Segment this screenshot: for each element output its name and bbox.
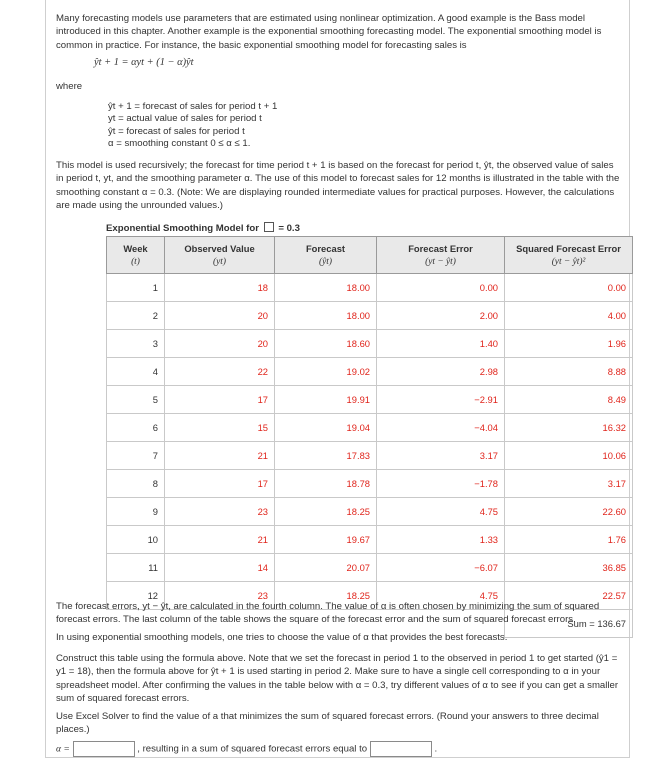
error-cell: 4.75 (377, 582, 505, 610)
header-error: Forecast Error (yt − ŷt) (377, 237, 505, 274)
week-cell: 7 (107, 442, 165, 470)
where-label: where (56, 81, 83, 92)
table-row (107, 358, 633, 386)
solver-instructions: Use Excel Solver to find the value of a that minimizes the sum of squared forecast errors. (Round your answers to three decimal places.) (56, 711, 599, 736)
answer-row (56, 741, 620, 757)
week-cell: 4 (107, 358, 165, 386)
observed-cell: 23 (165, 582, 275, 610)
forecast-cell: 19.04 (275, 414, 377, 442)
observed-cell: 21 (165, 442, 275, 470)
forecast-cell: 18.60 (275, 330, 377, 358)
error-cell: 4.75 (377, 498, 505, 526)
header-squared-error: Squared Forecast Error (yt − ŷt)² (505, 237, 633, 274)
table-row (107, 442, 633, 470)
sse-input[interactable] (370, 741, 432, 757)
construction-instructions: Construct this table using the formula above. Note that we set the forecast in period 1 to the observed in period 1 to get started (ŷ1 = y1 = 18), then the formula above for ŷt + 1 is used starting in period 2. Make sure to have a single cell corresponding to α in your spreadsheet model. After confirming the values in the table below with α = 0.3, try different values of α to see if you can get a smaller sum of squared forecast errors. (56, 653, 619, 705)
week-cell: 3 (107, 330, 165, 358)
forecast-cell: 19.91 (275, 386, 377, 414)
observed-cell: 21 (165, 526, 275, 554)
forecast-cell: 18.78 (275, 470, 377, 498)
error-cell: 1.33 (377, 526, 505, 554)
table-title-prefix: Exponential Smoothing Model for (106, 223, 259, 234)
week-cell: 12 (107, 582, 165, 610)
error-cell: 2.00 (377, 302, 505, 330)
error-cell: 3.17 (377, 442, 505, 470)
forecast-cell: 17.83 (275, 442, 377, 470)
table-row (107, 274, 633, 302)
squared-error-cell: 8.49 (505, 386, 633, 414)
sum-cell: Sum = 136.67 (505, 610, 633, 638)
error-cell: 1.40 (377, 330, 505, 358)
squared-error-cell: 3.17 (505, 470, 633, 498)
answer-end: . (434, 743, 438, 755)
definition-item: yt = actual value of sales for period t (108, 113, 262, 125)
table-row (107, 470, 633, 498)
observed-cell: 17 (165, 470, 275, 498)
forecast-cell: 19.67 (275, 526, 377, 554)
forecast-cell: 18.25 (275, 582, 377, 610)
week-cell: 1 (107, 274, 165, 302)
squared-error-cell: 4.00 (505, 302, 633, 330)
table-header-row (107, 237, 633, 274)
squared-error-cell: 16.32 (505, 414, 633, 442)
forecast-cell: 19.02 (275, 358, 377, 386)
squared-error-cell: 22.57 (505, 582, 633, 610)
header-observed: Observed Value (yt) (165, 237, 275, 274)
error-cell: 2.98 (377, 358, 505, 386)
squared-error-cell: 8.88 (505, 358, 633, 386)
table-row (107, 414, 633, 442)
week-cell: 10 (107, 526, 165, 554)
table-row (107, 302, 633, 330)
alpha-label: α = (56, 743, 70, 755)
best-forecast-note: In using exponential smoothing models, one tries to choose the value of α that provides the best forecasts. (56, 632, 508, 643)
week-cell: 8 (107, 470, 165, 498)
recursive-explanation: This model is used recursively; the forecast for time period t + 1 is based on the forecast for period t, ŷt, the observed value of sales in period t, yt, and the smoothing parameter α. The use of this model to forecast sales for 12 months is illustrated in the table with the smoothing constant α = 0.3. (Note: We are displaying rounded intermediate values for practical purposes. However, the calculations are made using the unrounded values.) (56, 160, 620, 212)
squared-error-cell: 1.96 (505, 330, 633, 358)
alpha-input[interactable] (73, 741, 135, 757)
definition-item: ŷt + 1 = forecast of sales for period t + 1 (108, 101, 278, 112)
error-cell: −4.04 (377, 414, 505, 442)
answer-middle-text: , resulting in a sum of squared forecast errors equal to (137, 743, 368, 755)
forecast-cell: 18.25 (275, 498, 377, 526)
definition-item: α = smoothing constant 0 ≤ α ≤ 1. (108, 138, 251, 150)
squared-error-cell: 22.60 (505, 498, 633, 526)
observed-cell: 17 (165, 386, 275, 414)
week-cell: 5 (107, 386, 165, 414)
observed-cell: 20 (165, 302, 275, 330)
smoothing-table (106, 236, 633, 638)
observed-cell: 22 (165, 358, 275, 386)
observed-cell: 14 (165, 554, 275, 582)
squared-error-cell: 10.06 (505, 442, 633, 470)
observed-cell: 20 (165, 330, 275, 358)
forecast-cell: 18.00 (275, 274, 377, 302)
error-cell: −6.07 (377, 554, 505, 582)
definitions-list (108, 101, 277, 151)
header-forecast: Forecast (ŷt) (275, 237, 377, 274)
alpha-placeholder-box (264, 222, 274, 232)
smoothing-equation: ŷt + 1 = αyt + (1 − α)ŷt (94, 57, 194, 68)
week-cell: 2 (107, 302, 165, 330)
table-row (107, 526, 633, 554)
table-row (107, 554, 633, 582)
error-cell: −1.78 (377, 470, 505, 498)
observed-cell: 18 (165, 274, 275, 302)
table-row (107, 330, 633, 358)
definition-item: ŷt = forecast of sales for period t (108, 125, 245, 137)
error-cell: 0.00 (377, 274, 505, 302)
week-cell: 9 (107, 498, 165, 526)
observed-cell: 23 (165, 498, 275, 526)
errors-explanation: The forecast errors, yt − ŷt, are calculated in the fourth column. The value of α is often chosen by minimizing the sum of squared forecast errors. The last column of the table shows the square of the forecast error and the sum of squared forecast errors. (56, 601, 600, 626)
table-row (107, 386, 633, 414)
week-cell: 11 (107, 554, 165, 582)
squared-error-cell: 36.85 (505, 554, 633, 582)
week-cell: 6 (107, 414, 165, 442)
observed-cell: 15 (165, 414, 275, 442)
table-title (106, 222, 300, 234)
table-title-suffix: = 0.3 (278, 223, 300, 234)
table-row (107, 498, 633, 526)
forecast-cell: 20.07 (275, 554, 377, 582)
intro-text: Many forecasting models use parameters that are estimated using nonlinear optimization. A good example is the Bass model introduced in this chapter. Another example is the exponential smoothing forecasting model. The exponential smoothing model is common in practice. For instance, the basic exponential smoothing model for forecasting sales is (56, 13, 602, 51)
header-week: Week (t) (107, 237, 165, 274)
error-cell: −2.91 (377, 386, 505, 414)
squared-error-cell: 1.76 (505, 526, 633, 554)
squared-error-cell: 0.00 (505, 274, 633, 302)
forecast-cell: 18.00 (275, 302, 377, 330)
